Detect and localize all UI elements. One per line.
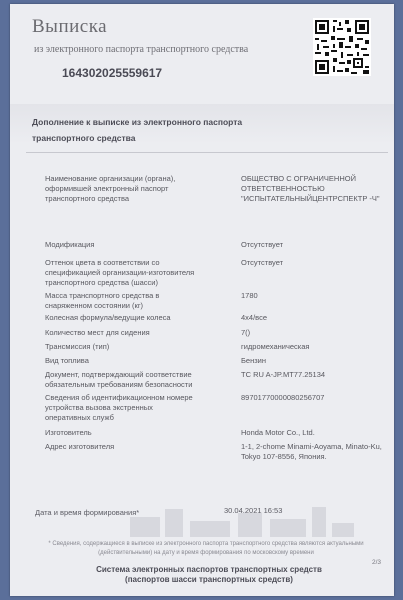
row-value: ТС RU A-JP.MT77.25134 <box>241 370 326 379</box>
qr-code <box>313 18 371 76</box>
row-label: Сведения об идентификационном номере устройства вызова экстренных оперативных служб <box>45 393 193 422</box>
row-label: Колесная формула/ведущие колеса <box>45 313 171 322</box>
row-value: 1-1, 2-chome Minami-Aoyama, Minato-Ku, Tokyo 107-8556, Япония. <box>241 442 382 461</box>
row-value: гидромеханическая <box>241 342 310 351</box>
document-page <box>10 4 394 596</box>
row-label: Изготовитель <box>45 428 92 437</box>
section-title: Дополнение к выписке из электронного паспорта транспортного средства <box>32 117 243 143</box>
row-value: Бензин <box>241 356 267 365</box>
row-value: 7() <box>241 328 251 337</box>
footer-system-name: Система электронных паспортов транспортных средств (паспортов шасси транспортных средств) <box>96 565 322 584</box>
row-value: Отсутствует <box>241 240 284 249</box>
document-number: 164302025559617 <box>62 66 163 80</box>
row-value: 89701770000080256707 <box>241 393 325 402</box>
row-label: Оттенок цвета в соответствии со спецификацией организации-изготовителя транспортного средства (шасси) <box>45 258 195 287</box>
page-number: 2/3 <box>372 559 382 566</box>
formation-date-value: 30.04.2021 16:53 <box>224 506 283 515</box>
document-title: Выписка <box>32 16 108 37</box>
row-value: ОБЩЕСТВО С ОГРАНИЧЕННОЙ ОТВЕТСТВЕННОСТЬЮ "ИСПЫТАТЕЛЬНЫЙЦЕНТРСПЕКТР -Ч" <box>241 174 380 203</box>
footnote: * Сведения, содержащиеся в выписке из электронного паспорта транспортного средства являются актуальными (действительными) на дату и время формирования по московскому времени <box>48 541 364 556</box>
row-label: Наименование организации (органа), оформившей электронный паспорт транспортного средства <box>45 174 176 203</box>
row-value: Honda Motor Co., Ltd. <box>241 428 315 437</box>
row-label: Модификация <box>45 240 95 249</box>
divider <box>26 152 388 153</box>
row-label: Масса транспортного средства в снаряженном состоянии (кг) <box>45 291 160 310</box>
row-label: Трансмиссия (тип) <box>45 342 110 351</box>
row-label: Вид топлива <box>45 356 89 365</box>
row-label: Количество мест для сидения <box>45 328 150 337</box>
row-value: 4x4/все <box>241 313 267 322</box>
document-subtitle: из электронного паспорта транспортного средства <box>34 44 249 55</box>
formation-date-label: Дата и время формирования* <box>35 508 140 517</box>
row-label: Документ, подтверждающий соответствие обязательным требованиям безопасности <box>45 370 193 389</box>
row-value: Отсутствует <box>241 258 284 267</box>
row-label: Адрес изготовителя <box>45 442 115 451</box>
row-value: 1780 <box>241 291 258 300</box>
